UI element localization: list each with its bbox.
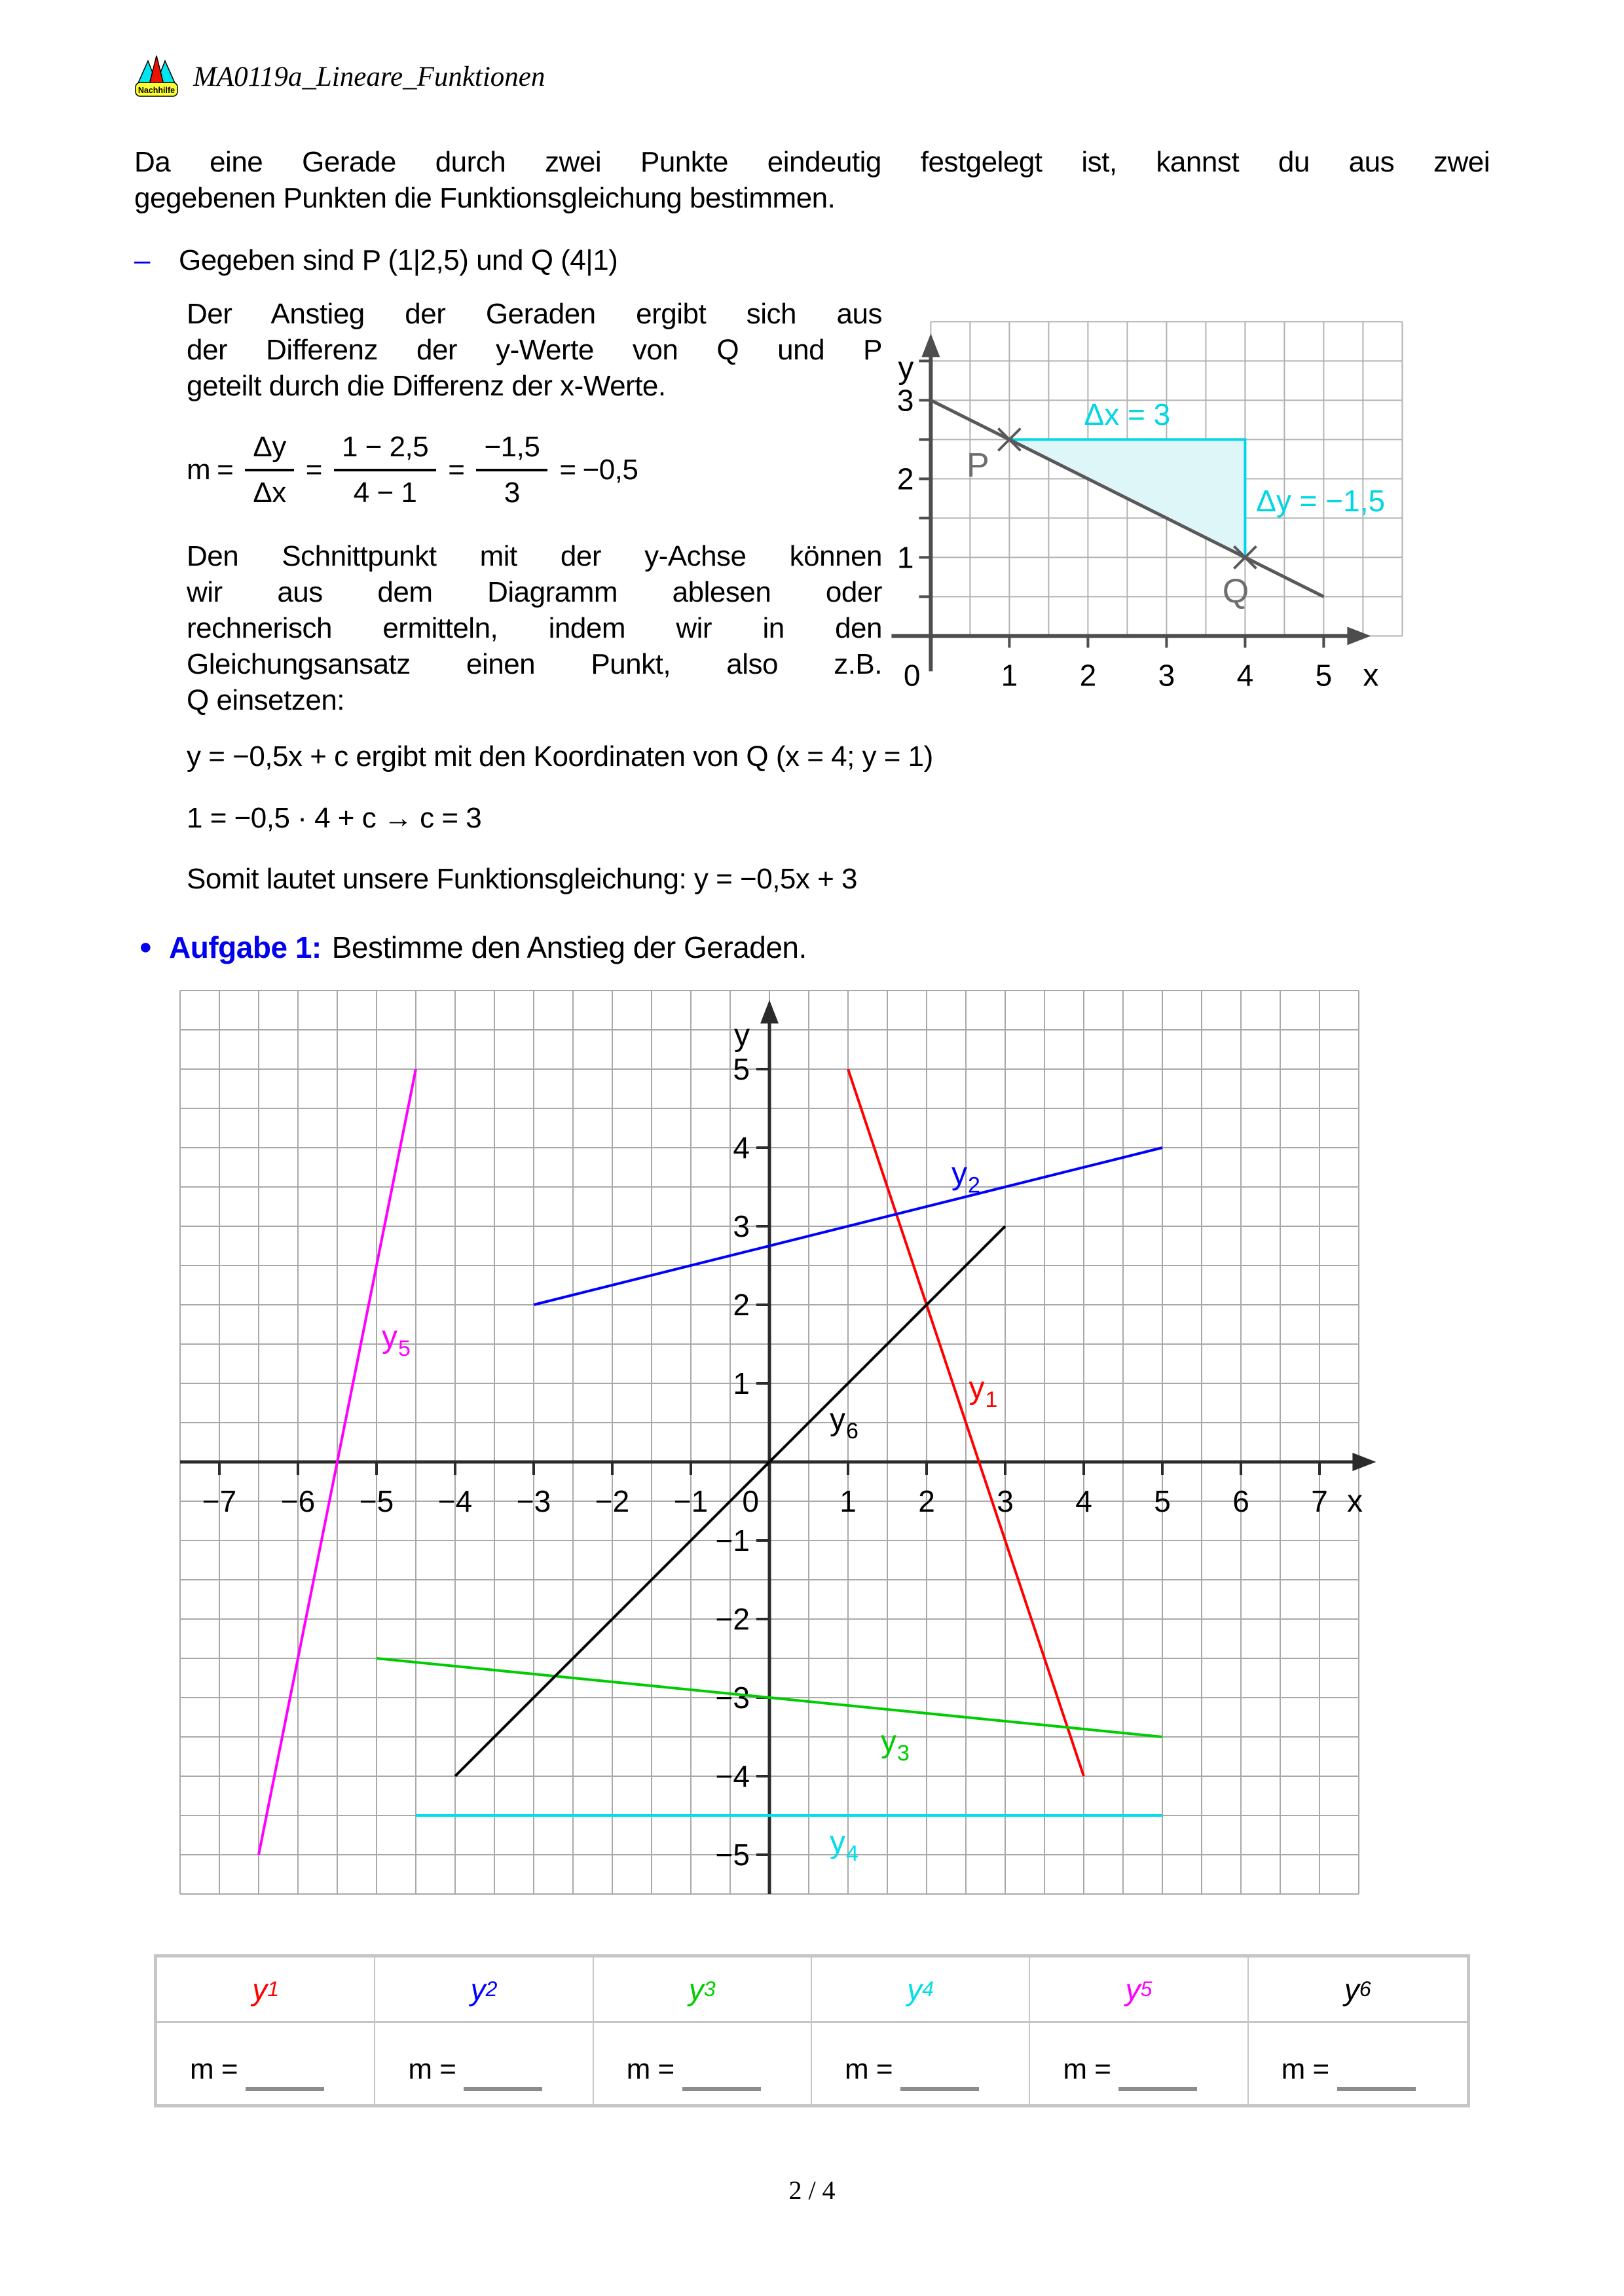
table-answer-cell-y6 xyxy=(1249,2023,1467,2104)
table-header-y3: y 3 xyxy=(594,1958,812,2023)
intercept-line: rechnerisch ermitteln, indem wir in den xyxy=(187,612,882,644)
fraction-denominator: 3 xyxy=(504,477,520,509)
svg-text:3: 3 xyxy=(1158,658,1175,693)
intro-paragraph xyxy=(134,144,1490,216)
intercept-explanation-paragraph xyxy=(187,538,882,718)
answer-prefix: m = xyxy=(626,2053,674,2085)
svg-text:2: 2 xyxy=(1079,658,1097,693)
slope-line: Der Anstieg der Geraden ergibt sich aus xyxy=(187,298,882,330)
svg-text:−1: −1 xyxy=(715,1523,750,1558)
svg-text:3: 3 xyxy=(997,1484,1014,1518)
series-label-y2: $y_2$ xyxy=(951,1156,980,1198)
equals-sign: = xyxy=(559,454,576,486)
svg-text:−4: −4 xyxy=(437,1484,473,1518)
fraction-numerator: Δy xyxy=(245,429,293,471)
intercept-line: wir aus dem Diagramm ablesen oder xyxy=(187,576,882,608)
task-text: Bestimme den Anstieg der Geraden. xyxy=(331,930,807,964)
svg-text:2: 2 xyxy=(733,1287,750,1322)
svg-text:−3: −3 xyxy=(715,1680,750,1715)
table-header-y4: y 4 xyxy=(812,1958,1030,2023)
svg-text:3: 3 xyxy=(896,383,914,418)
svg-text:6: 6 xyxy=(1232,1484,1249,1518)
series-label-y1: $y_1$ xyxy=(969,1370,998,1412)
table-answer-cell-y3 xyxy=(594,2023,812,2104)
svg-text:1: 1 xyxy=(840,1484,857,1518)
intercept-line: Den Schnittpunkt mit der y-Achse können xyxy=(187,540,882,572)
table-header-y6: y 6 xyxy=(1249,1958,1467,2023)
dash-bullet-icon: – xyxy=(134,244,150,276)
logo-text: Nachhilfe xyxy=(138,86,175,95)
svg-text:−2: −2 xyxy=(595,1484,630,1518)
svg-text:−6: −6 xyxy=(280,1484,316,1518)
task-heading xyxy=(139,930,807,965)
svg-text:−4: −4 xyxy=(715,1758,750,1793)
answer-blank-field xyxy=(246,2087,324,2091)
answer-blank-field xyxy=(682,2087,761,2091)
svg-text:0: 0 xyxy=(742,1484,760,1518)
table-header-y2: y 2 xyxy=(375,1958,593,2023)
svg-text:x: x xyxy=(1346,1484,1363,1519)
fraction-dy-dx xyxy=(245,429,293,511)
intro-line: gegebenen Punkten die Funktionsgleichung bestimmen. xyxy=(134,182,836,214)
fraction-denominator: Δx xyxy=(253,477,286,509)
task-graph xyxy=(168,983,1390,1908)
svg-text:y: y xyxy=(898,350,914,386)
equation-solve-c: 1 = −0,5 · 4 + c → c = 3 xyxy=(187,802,482,834)
header xyxy=(134,54,545,97)
formula-result: −0,5 xyxy=(582,454,638,486)
equals-sign: = xyxy=(217,454,234,486)
slope-explanation-paragraph xyxy=(187,296,882,404)
svg-text:3: 3 xyxy=(733,1209,750,1243)
series-label-y4: $y_4$ xyxy=(830,1825,858,1867)
svg-text:4: 4 xyxy=(733,1130,750,1165)
answer-prefix: m = xyxy=(1281,2053,1329,2085)
svg-text:1: 1 xyxy=(1001,658,1018,693)
answer-blank-field xyxy=(1337,2087,1416,2091)
table-answer-cell-y4 xyxy=(812,2023,1030,2104)
answer-prefix: m = xyxy=(1063,2053,1111,2085)
series-label-y6: $y_6$ xyxy=(830,1402,858,1444)
page-title: MA0119a_Lineare_Funktionen xyxy=(193,62,545,92)
answer-prefix: m = xyxy=(845,2053,893,2085)
table-answer-cell-y5 xyxy=(1030,2023,1248,2104)
given-points-line xyxy=(134,242,618,278)
given-points-text: Gegeben sind P (1|2,5) und Q (4|1) xyxy=(178,244,618,276)
slope-line: geteilt durch die Differenz der x-Werte. xyxy=(187,370,666,402)
nachhilfe-logo-icon xyxy=(134,54,179,97)
svg-text:P: P xyxy=(967,446,989,484)
answer-blank-field xyxy=(900,2087,979,2091)
intercept-line: Q einsetzen: xyxy=(187,684,345,716)
slope-formula xyxy=(187,429,638,511)
fraction-denominator: 4 − 1 xyxy=(353,477,417,509)
answer-prefix: m = xyxy=(190,2053,238,2085)
task-bullet-icon: ● xyxy=(139,934,153,959)
series-label-y3: $y_3$ xyxy=(881,1724,910,1766)
table-header-y5: y 5 xyxy=(1030,1958,1248,2023)
answer-blank-field xyxy=(464,2087,542,2091)
example-graph xyxy=(882,312,1406,710)
answer-blank-field xyxy=(1118,2087,1197,2091)
svg-text:Δy = −1,5: Δy = −1,5 xyxy=(1256,483,1386,518)
answer-prefix: m = xyxy=(408,2053,456,2085)
task-label: Aufgabe 1: xyxy=(169,930,322,964)
svg-text:2: 2 xyxy=(896,462,914,496)
svg-text:5: 5 xyxy=(1154,1484,1171,1518)
svg-text:1: 1 xyxy=(733,1366,750,1400)
equation-ansatz: y = −0,5x + c ergibt mit den Koordinaten von Q (x = 4; y = 1) xyxy=(187,740,933,773)
equals-sign: = xyxy=(448,454,465,486)
table-header-y1: y 1 xyxy=(157,1958,375,2023)
equals-sign: = xyxy=(305,454,322,486)
svg-text:0: 0 xyxy=(903,658,921,693)
fraction-result xyxy=(476,429,547,511)
svg-text:−5: −5 xyxy=(359,1484,394,1518)
svg-text:5: 5 xyxy=(733,1051,750,1086)
svg-text:x: x xyxy=(1363,658,1379,693)
svg-text:5: 5 xyxy=(1315,658,1333,693)
svg-text:1: 1 xyxy=(896,540,914,575)
svg-text:7: 7 xyxy=(1311,1484,1328,1518)
slope-line: der Differenz der y-Werte von Q und P xyxy=(187,334,882,366)
svg-text:2: 2 xyxy=(918,1484,935,1518)
fraction-differences xyxy=(334,429,436,511)
svg-text:4: 4 xyxy=(1075,1484,1092,1518)
svg-text:−5: −5 xyxy=(715,1837,750,1872)
svg-text:−3: −3 xyxy=(516,1484,551,1518)
fraction-numerator: −1,5 xyxy=(476,429,547,471)
svg-text:−1: −1 xyxy=(673,1484,709,1518)
svg-text:4: 4 xyxy=(1236,658,1254,693)
series-label-y5: $y_5$ xyxy=(382,1319,411,1361)
svg-text:y: y xyxy=(734,1017,750,1053)
svg-text:Q: Q xyxy=(1222,572,1249,610)
fraction-numerator: 1 − 2,5 xyxy=(334,429,436,471)
page-number: 2 / 4 xyxy=(788,2176,836,2205)
intercept-line: Gleichungsansatz einen Punkt, also z.B. xyxy=(187,648,882,680)
intro-line: Da eine Gerade durch zwei Punkte eindeutig festgelegt ist, kannst du aus zwei xyxy=(134,146,1490,178)
table-answer-cell-y2 xyxy=(375,2023,593,2104)
svg-text:−7: −7 xyxy=(202,1484,237,1518)
svg-text:−2: −2 xyxy=(715,1601,750,1636)
equation-final: Somit lautet unsere Funktionsgleichung: y = −0,5x + 3 xyxy=(187,863,858,895)
formula-m: m xyxy=(187,454,211,486)
svg-text:Δx = 3: Δx = 3 xyxy=(1084,397,1171,431)
table-answer-cell-y1 xyxy=(157,2023,375,2104)
slope-answer-table xyxy=(154,1954,1470,2107)
